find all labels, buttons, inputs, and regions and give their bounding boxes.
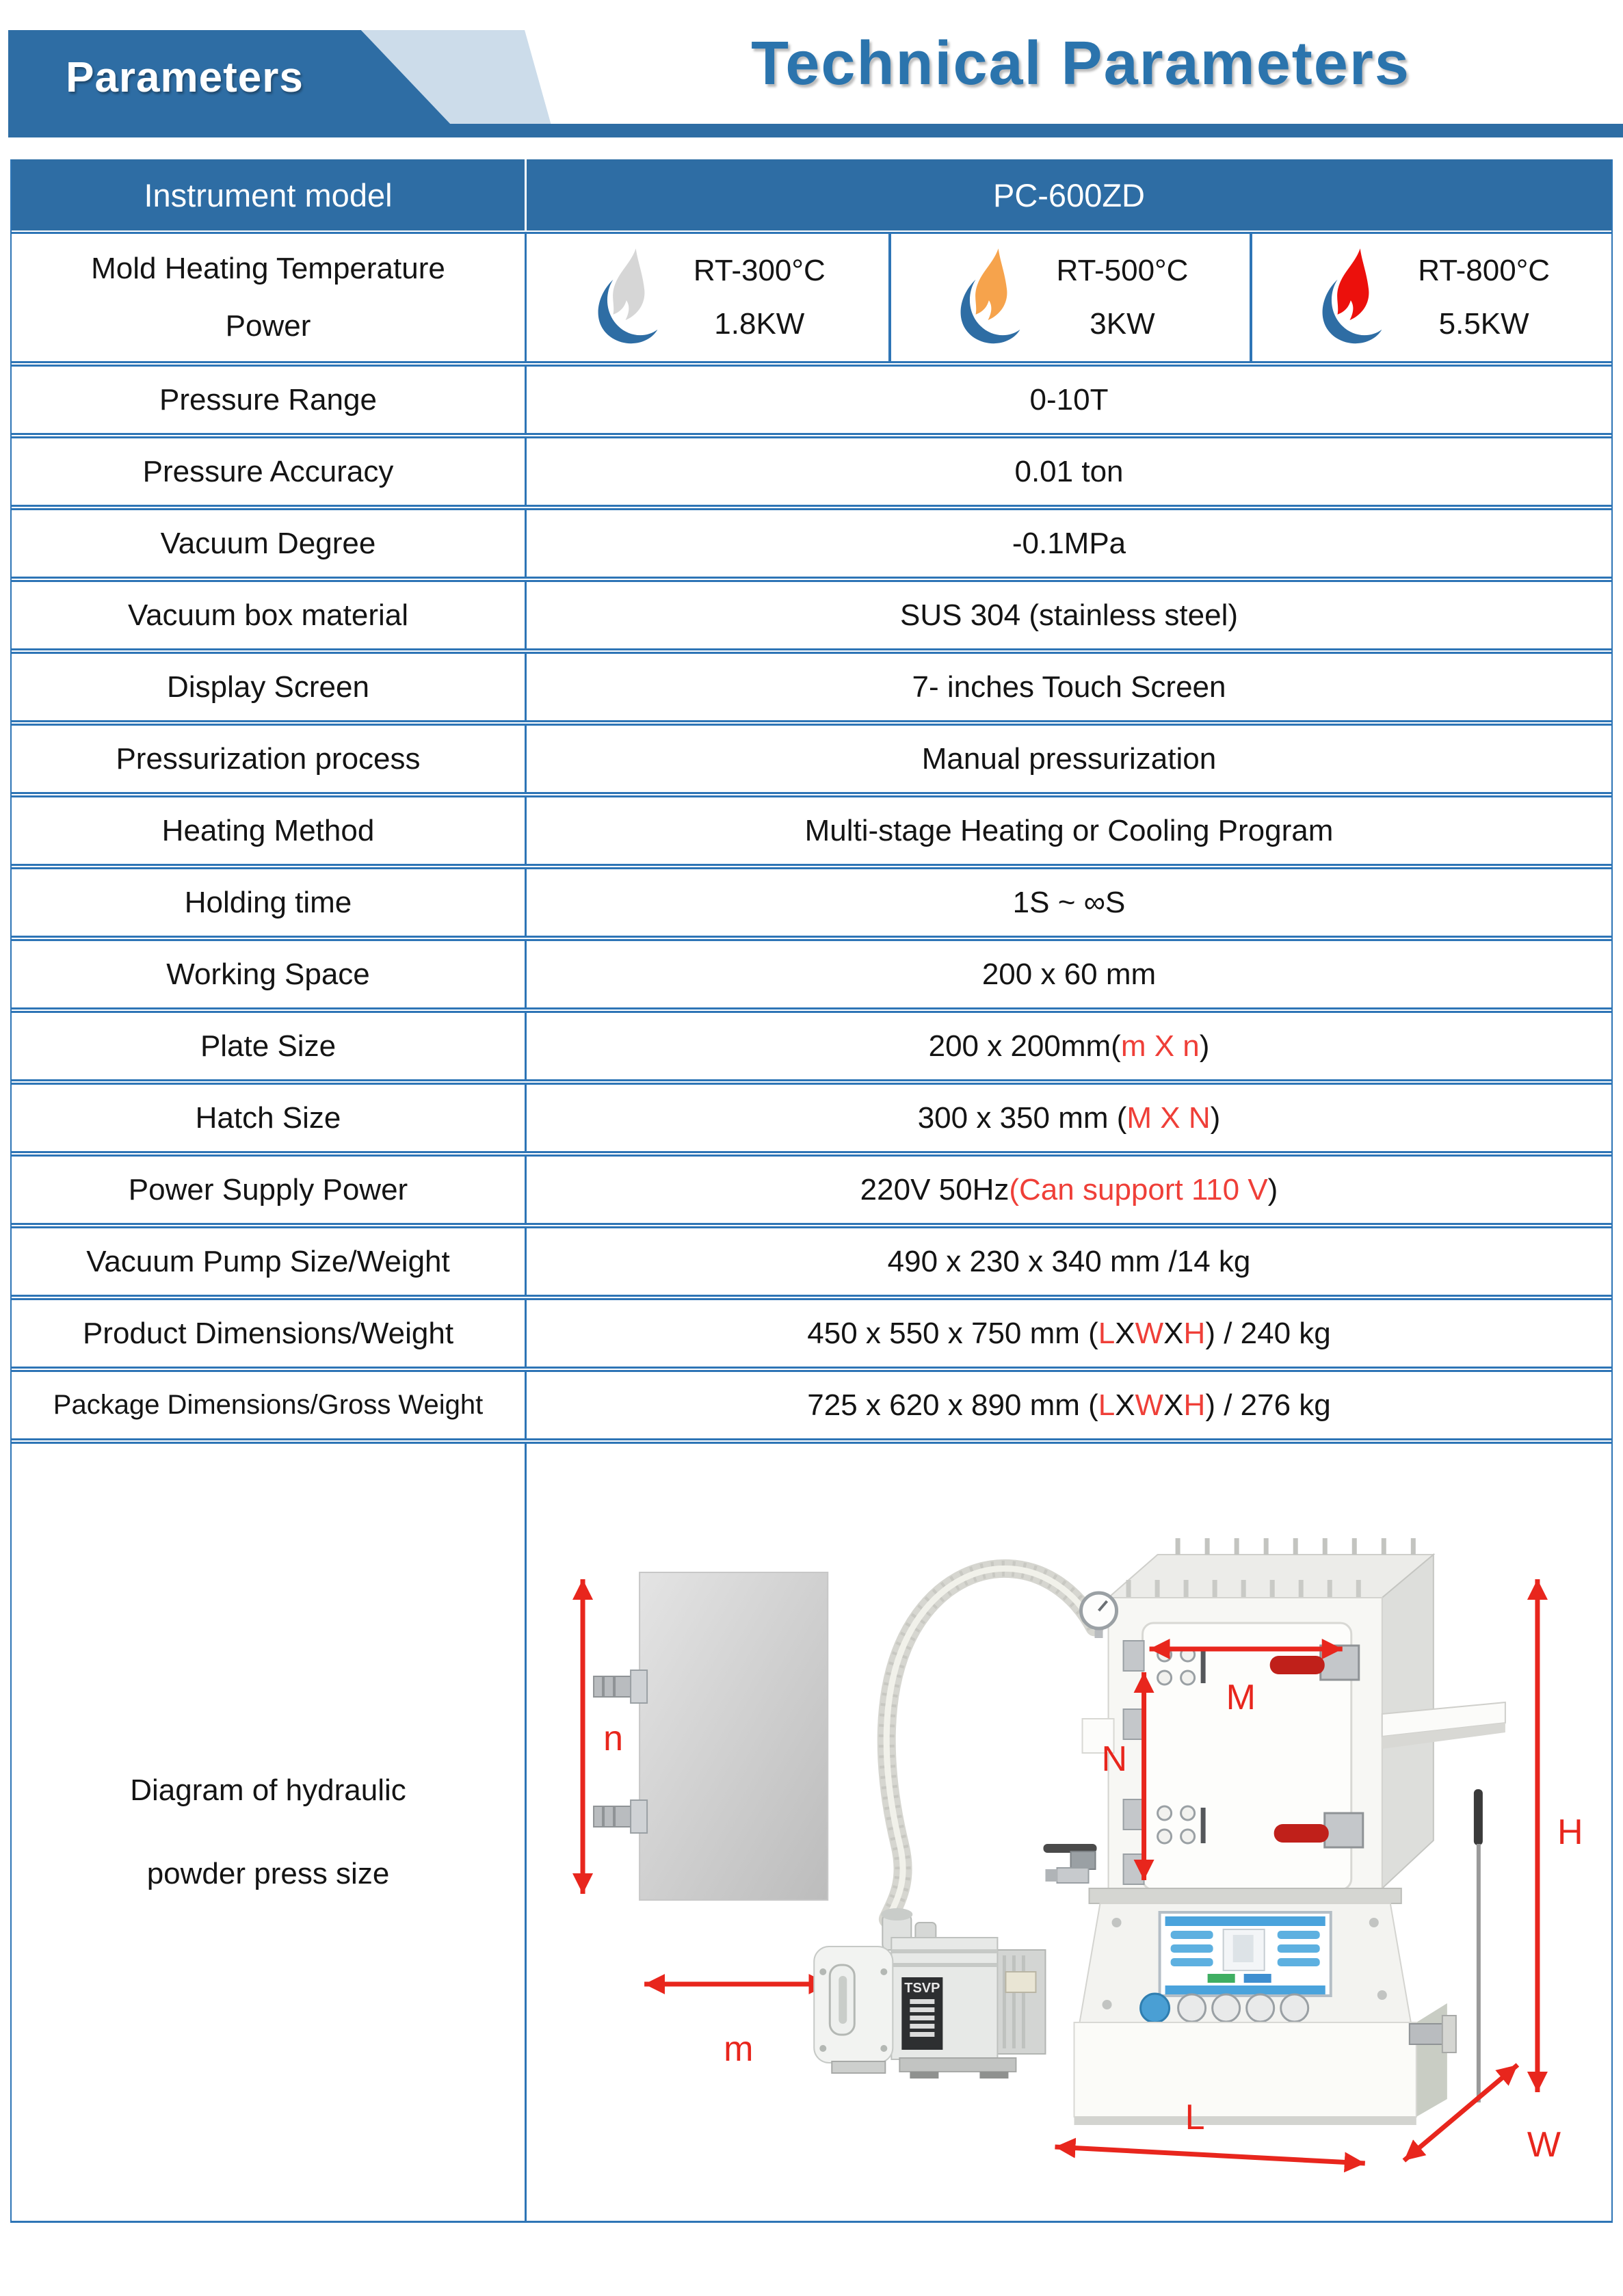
- row-value-text: ) / 276 kg: [1205, 1388, 1331, 1422]
- row-value-text: X: [1163, 1316, 1184, 1350]
- row-value: [527, 582, 1611, 648]
- row-value-text: Multi-stage Heating or Cooling Program: [804, 813, 1334, 847]
- row-value-highlight: M X N: [1126, 1100, 1211, 1135]
- table-row: [12, 939, 1611, 1010]
- temp-range-low: RT-300°C: [693, 254, 826, 287]
- row-value: [527, 941, 1611, 1007]
- heating-label-line1: Mold Heating Temperature: [91, 252, 445, 285]
- table-row: [12, 652, 1611, 722]
- row-value-text: 300 x 350 mm (: [917, 1100, 1127, 1135]
- row-value-text: Manual pressurization: [921, 741, 1217, 776]
- row-value: [527, 797, 1611, 864]
- row-label: Vacuum Pump Size/Weight: [12, 1228, 527, 1295]
- row-value-highlight: W: [1135, 1316, 1164, 1350]
- row-label: Power Supply Power: [12, 1157, 527, 1223]
- row-label: Working Space: [12, 941, 527, 1007]
- row-value-text: 0.01 ton: [1014, 454, 1124, 488]
- flame-mid-icon: [945, 246, 1039, 349]
- power-high: 5.5KW: [1438, 307, 1529, 341]
- table-row: [12, 1226, 1611, 1297]
- side-rod-handle: [1474, 1789, 1483, 1845]
- row-value: [527, 1157, 1611, 1223]
- diagram-label-line1: Diagram of hydraulic: [130, 1773, 406, 1807]
- touch-screen: [1160, 1912, 1331, 1996]
- table-row: [12, 436, 1611, 507]
- table-row: [12, 795, 1611, 866]
- pump-brand-label: TSVP: [904, 1981, 940, 1996]
- row-value-text: 200 x 60 mm: [981, 957, 1157, 991]
- heating-option-high: [1250, 234, 1611, 361]
- table-row: [12, 1370, 1611, 1440]
- row-value: [527, 726, 1611, 792]
- row-value-text: SUS 304 (stainless steel): [900, 598, 1238, 632]
- row-value-text: 0-10T: [1029, 382, 1109, 417]
- row-label: Package Dimensions/Gross Weight: [12, 1372, 527, 1438]
- model-header-row: [12, 159, 1611, 230]
- dimension-label-m: m: [724, 2029, 754, 2069]
- flame-high-icon: [1306, 246, 1401, 349]
- row-value: [527, 869, 1611, 936]
- heating-label-line2: Power: [225, 309, 311, 343]
- heating-option-low: [527, 234, 888, 361]
- table-row: [12, 867, 1611, 938]
- row-value: [527, 1085, 1611, 1151]
- plate-fitting-bottom: [594, 1800, 647, 1833]
- row-value-text: X: [1163, 1388, 1184, 1422]
- table-row: [12, 1083, 1611, 1153]
- press-size-diagram: [527, 1444, 1611, 2221]
- power-low: 1.8KW: [714, 307, 805, 341]
- diagram-row: [12, 1442, 1611, 2223]
- table-row: [12, 365, 1611, 435]
- power-mid: 3KW: [1090, 307, 1155, 341]
- dimension-label-M: M: [1226, 1678, 1256, 1717]
- row-value-text: 490 x 230 x 340 mm /14 kg: [887, 1244, 1251, 1278]
- row-value-text: 1S ~ ∞S: [1012, 885, 1126, 919]
- row-value: [527, 654, 1611, 720]
- row-label: Product Dimensions/Weight: [12, 1300, 527, 1367]
- spec-rows: [12, 365, 1611, 1440]
- vacuum-hose: [886, 1568, 1094, 1919]
- table-row: [12, 1011, 1611, 1081]
- dimension-label-W: W: [1527, 2125, 1561, 2165]
- row-value-highlight: H: [1183, 1316, 1206, 1350]
- banner-rule: [8, 124, 1623, 137]
- row-value-text: 220V 50Hz: [860, 1172, 1010, 1206]
- row-value-text: ): [1199, 1029, 1210, 1063]
- dimension-label-N: N: [1101, 1739, 1128, 1779]
- row-value-text: 7- inches Touch Screen: [912, 670, 1226, 704]
- dimension-label-L: L: [1185, 2098, 1205, 2137]
- mold-plate-diagram: [583, 1572, 829, 2069]
- row-value-text: -0.1MPa: [1012, 526, 1126, 560]
- heating-options: [527, 234, 1611, 361]
- section-tab-label: Parameters: [66, 54, 304, 101]
- row-value: [527, 510, 1611, 577]
- row-value-highlight: H: [1183, 1388, 1206, 1422]
- row-label: Pressure Range: [12, 367, 527, 433]
- row-value-highlight: (Can support 110 V: [1009, 1172, 1268, 1206]
- row-label: Heating Method: [12, 797, 527, 864]
- plate-fitting-top: [594, 1670, 647, 1703]
- table-row: [12, 1298, 1611, 1369]
- row-value-highlight: m X n: [1120, 1029, 1200, 1063]
- row-label: Vacuum box material: [12, 582, 527, 648]
- row-label: Holding time: [12, 869, 527, 936]
- row-value: [527, 1300, 1611, 1367]
- vacuum-pump: [814, 1908, 1045, 2079]
- table-row: [12, 1154, 1611, 1225]
- dimension-arrow-L: [1055, 2147, 1364, 2163]
- row-value: [527, 1228, 1611, 1295]
- diagram-label-line2: powder press size: [146, 1857, 390, 1890]
- row-value-text: X: [1115, 1388, 1135, 1422]
- row-label: Display Screen: [12, 654, 527, 720]
- row-label: Vacuum Degree: [12, 510, 527, 577]
- dimension-label-n: n: [603, 1719, 624, 1758]
- row-value-text: ) / 240 kg: [1205, 1316, 1331, 1350]
- row-value-text: 450 x 550 x 750 mm (: [807, 1316, 1098, 1350]
- row-value-text: ): [1267, 1172, 1278, 1206]
- row-label: Hatch Size: [12, 1085, 527, 1151]
- row-label: Plate Size: [12, 1013, 527, 1079]
- model-row-value: PC-600ZD: [992, 176, 1145, 213]
- row-value-highlight: L: [1098, 1388, 1116, 1422]
- pump-nameplate: [901, 1977, 942, 2050]
- table-row: [12, 580, 1611, 650]
- drain-valve: [1043, 1844, 1096, 1883]
- diagram-row-label: [12, 1444, 527, 2221]
- spec-table: [10, 159, 1613, 2223]
- page-title: Technical Parameters: [751, 29, 1410, 98]
- row-value-highlight: W: [1135, 1388, 1164, 1422]
- diagram-cell: [527, 1444, 1611, 2221]
- row-value: [527, 367, 1611, 433]
- temp-range-mid: RT-500°C: [1056, 254, 1189, 287]
- row-value-text: 200 x 200mm(: [928, 1029, 1121, 1063]
- row-value-text: ): [1210, 1100, 1221, 1135]
- row-value: [527, 1372, 1611, 1438]
- row-label: Pressure Accuracy: [12, 438, 527, 505]
- row-label: Pressurization process: [12, 726, 527, 792]
- table-row: [12, 508, 1611, 579]
- row-value-text: X: [1115, 1316, 1135, 1350]
- row-value: [527, 438, 1611, 505]
- row-value-highlight: L: [1098, 1316, 1116, 1350]
- table-row: [12, 724, 1611, 794]
- row-value-text: 725 x 620 x 890 mm (: [807, 1388, 1098, 1422]
- heating-option-mid: [888, 234, 1250, 361]
- row-value: [527, 1013, 1611, 1079]
- press-machine: [1043, 1546, 1505, 2125]
- heating-row-label: [12, 234, 527, 361]
- temp-range-high: RT-800°C: [1418, 254, 1551, 287]
- heating-power-row: [12, 232, 1611, 363]
- model-row-label: Instrument model: [12, 159, 527, 230]
- dimension-label-H: H: [1557, 1812, 1583, 1852]
- flame-low-icon: [582, 246, 676, 349]
